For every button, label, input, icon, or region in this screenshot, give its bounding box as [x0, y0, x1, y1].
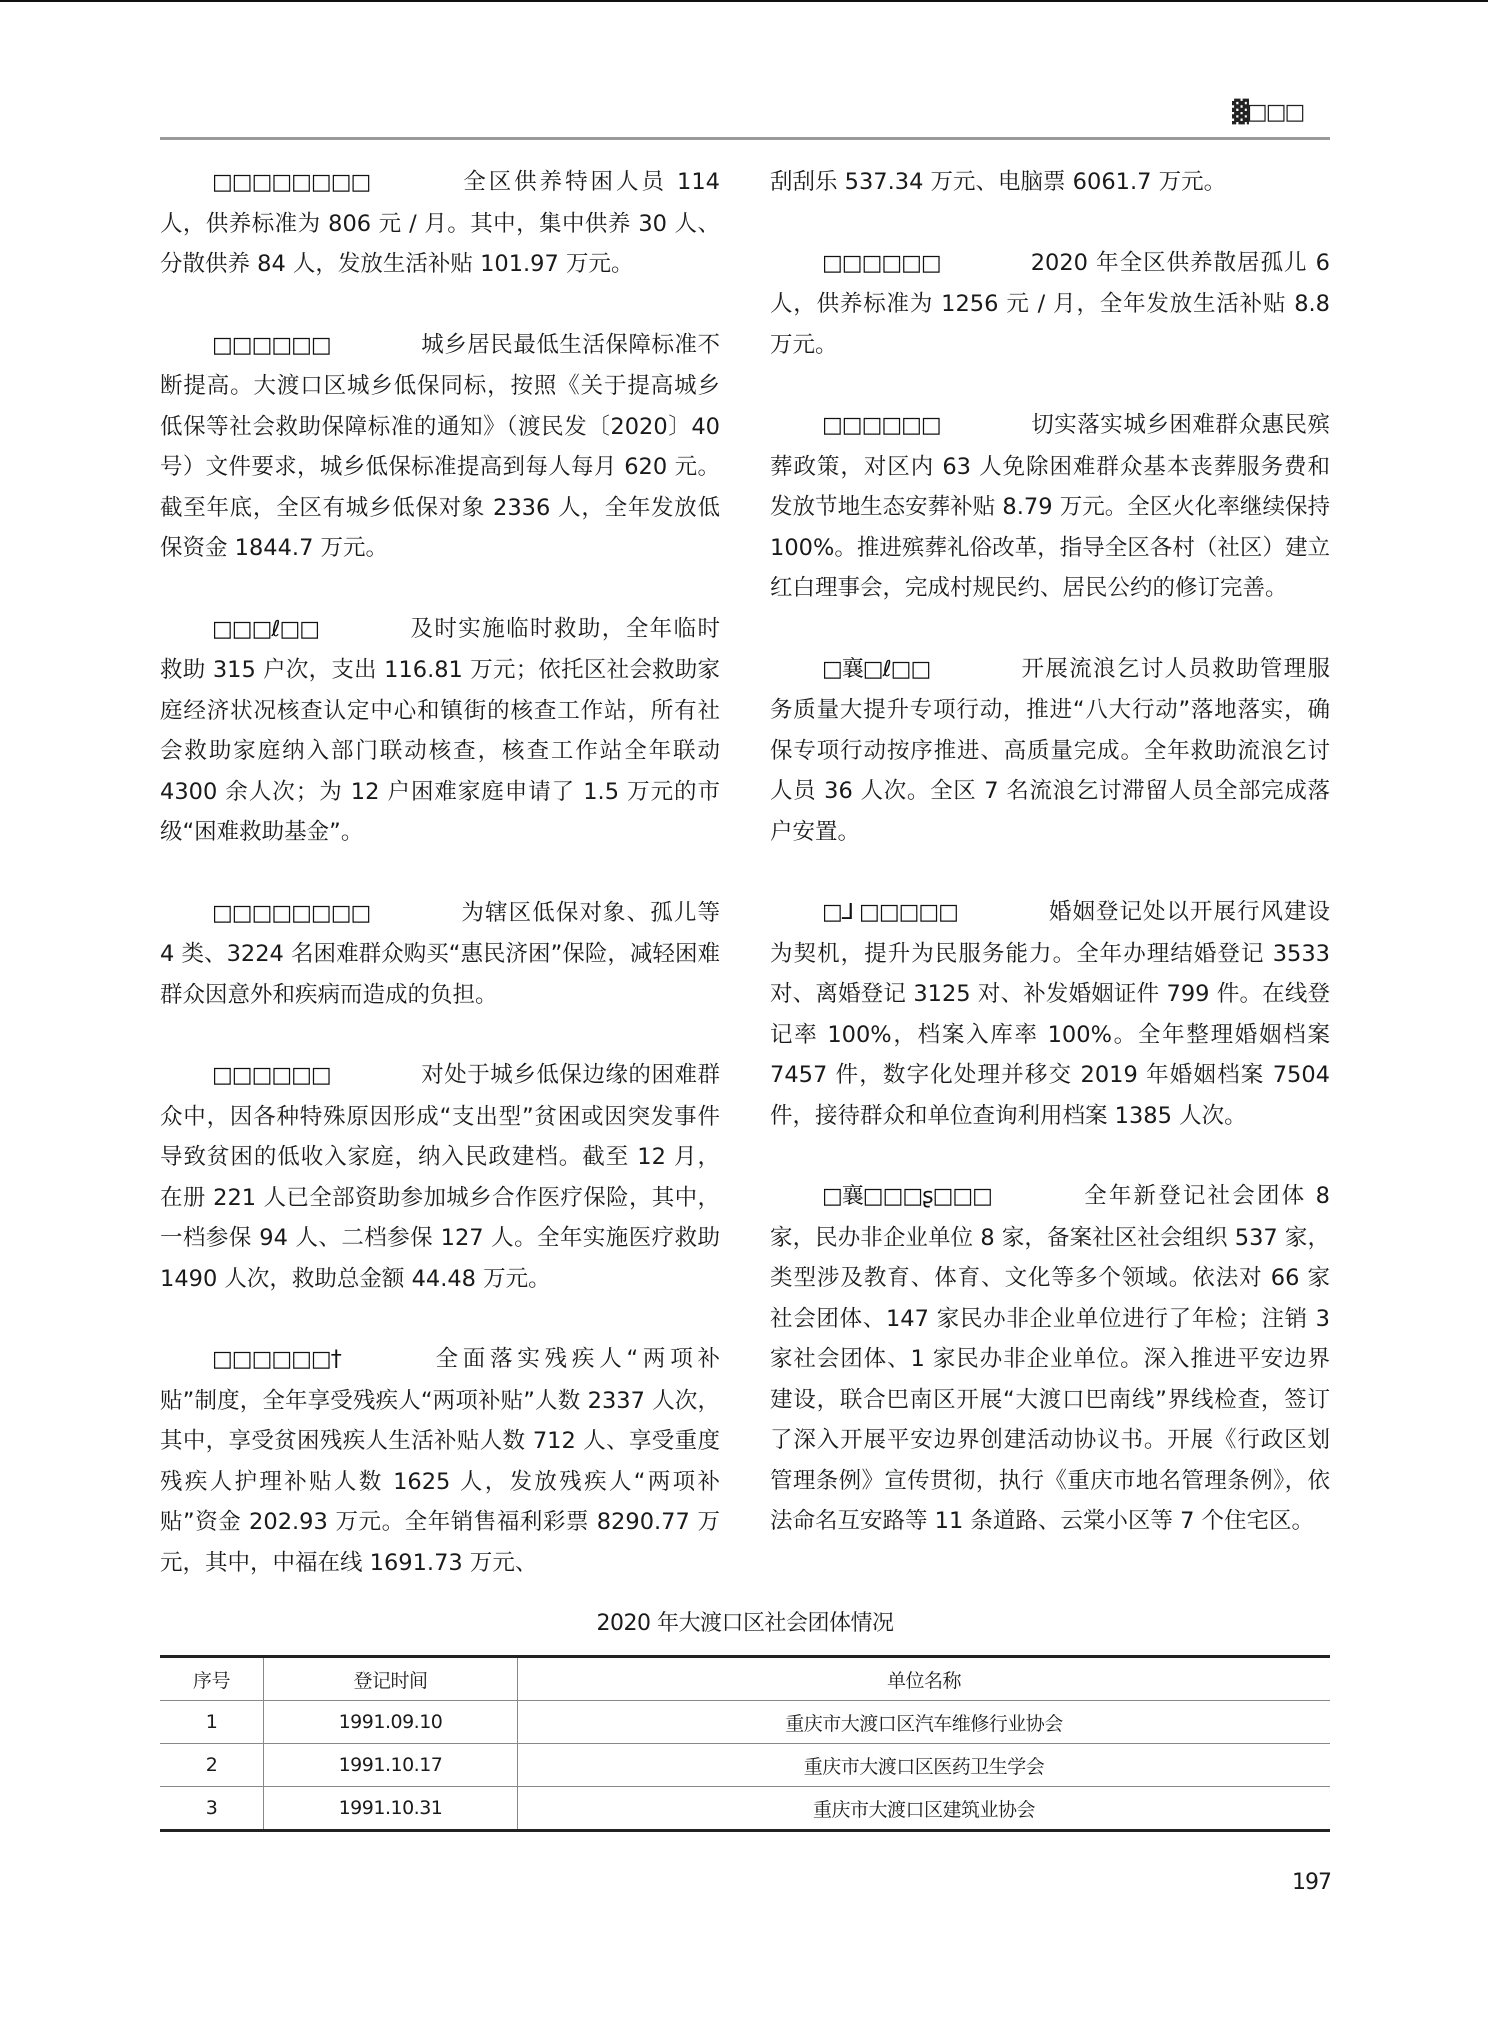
- cell-index: 3: [160, 1787, 264, 1831]
- paragraph-text: 为辖区低保对象、孤儿等 4 类、3224 名困难群众购买“惠民济困”保险，减轻困难群众因意外和疾病而造成的负担。: [160, 899, 720, 1008]
- paragraph-text: 切实落实城乡困难群众惠民殡葬政策，对区内 63 人免除困难群众基本丧葬服务费和发放节地生态安葬补贴 8.79 万元。全区火化率继续保持 100%。推进殡葬礼俗改革，指导全区各村（社区）建立红白理事会，完成村规民约、居民公约的修订完善。: [770, 412, 1330, 601]
- cell-index: 2: [160, 1744, 264, 1787]
- cell-name: 重庆市大渡口区建筑业协会: [812, 1798, 1035, 1821]
- header-cell-index: 序号: [160, 1657, 264, 1701]
- paragraph: [770, 405, 1330, 609]
- page-top-border: [0, 0, 1488, 2]
- running-header-section-mark: ▓□□□: [1232, 100, 1304, 125]
- paragraph-heading: □□□□□□□□: [212, 900, 371, 926]
- paragraph: [160, 1339, 720, 1583]
- table-row: [160, 1744, 1330, 1787]
- table-row: [160, 1701, 1330, 1744]
- paragraph-text: 全面落实残疾人“两项补贴”制度，全年享受残疾人“两项补贴”人数 2337 人次，其中，享受贫困残疾人生活补贴人数 712 人、享受重度残疾人护理补贴人数 1625 人，发放残疾人“两项补贴”资金 202.93 万元。全年销售福利彩票 8290.77 万元，其中，中福在线 1691.73 万元、: [160, 1346, 720, 1576]
- paragraph-text: 开展流浪乞讨人员救助管理服务质量大提升专项行动，推进“八大行动”落地落实，确保专项行动按序推进、高质量完成。全年救助流浪乞讨人员 36 人次。全区 7 名流浪乞讨滞留人员全部完成落户安置。: [770, 655, 1330, 845]
- right-column: [770, 162, 1330, 1582]
- paragraph: [160, 893, 720, 1016]
- paragraph: [160, 1055, 720, 1299]
- paragraph: [160, 325, 720, 569]
- social-groups-table: [160, 1655, 1330, 1832]
- paragraph-heading: □□□□□□: [822, 413, 941, 438]
- paragraph-text: 2020 年全区供养散居孤儿 6 人，供养标准为 1256 元 / 月，全年发放生活补贴 8.8 万元。: [770, 249, 1330, 358]
- paragraph-heading: □□□□□□□□: [212, 170, 371, 195]
- table-header-row: [160, 1657, 1330, 1701]
- paragraph-heading: □□□ℓ□□: [212, 616, 320, 642]
- cell-date: 1991.09.10: [264, 1701, 518, 1744]
- header-rule: [160, 137, 1330, 140]
- paragraph-text: 刮刮乐 537.34 万元、电脑票 6061.7 万元。: [770, 169, 1227, 195]
- cell-index: 1: [160, 1701, 264, 1744]
- paragraph-heading: □□□□□□: [212, 1063, 331, 1088]
- paragraph: [770, 243, 1330, 366]
- paragraph-heading: □襄□□□ʂ□□□: [822, 1184, 992, 1209]
- cell-name: 重庆市大渡口区汽车维修行业协会: [785, 1712, 1063, 1735]
- paragraph: [160, 609, 720, 853]
- table-row: [160, 1787, 1330, 1831]
- paragraph-heading: □⅃ □□□□□: [822, 900, 958, 925]
- paragraph-heading: □襄□ℓ□□: [822, 656, 931, 682]
- table-title: 2020 年大渡口区社会团体情况: [596, 1611, 894, 1636]
- paragraph: [770, 649, 1330, 853]
- header-cell-date: 登记时间: [264, 1657, 518, 1701]
- paragraph-heading: □□□□□□: [822, 250, 941, 276]
- page-number: 197: [1292, 1870, 1331, 1895]
- header-cell-name: 单位名称: [886, 1669, 961, 1692]
- left-column: [160, 162, 720, 1623]
- cell-date: 1991.10.17: [264, 1744, 518, 1787]
- paragraph: [770, 892, 1330, 1136]
- paragraph-text: 及时实施临时救助，全年临时救助 315 户次，支出 116.81 万元；依托区社会救助家庭经济状况核查认定中心和镇街的核查工作站，所有社会救助家庭纳入部门联动核查，核查工作站全年联动 4300 余人次；为 12 户困难家庭申请了 1.5 万元的市级“困难救助基金”。: [160, 615, 720, 845]
- paragraph: [770, 1176, 1330, 1542]
- paragraph-heading: □□□□□□: [212, 332, 331, 358]
- paragraph-text: 婚姻登记处以开展行风建设为契机，提升为民服务能力。全年办理结婚登记 3533 对、离婚登记 3125 对、补发婚姻证件 799 件。在线登记率 100%，档案入库率 100%。全年整理婚姻档案 7457 件，数字化处理并移交 2019 年婚姻档案 7504 件，接待群众和单位查询利用档案 1385 人次。: [770, 899, 1330, 1129]
- paragraph-text: 对处于城乡低保边缘的困难群众中，因各种特殊原因形成“支出型”贫困或因突发事件导致贫困的低收入家庭，纳入民政建档。截至 12 月，在册 221 人已全部资助参加城乡合作医疗保险，其中，一档参保 94 人、二档参保 127 人。全年实施医疗救助 1490 人次，救助总金额 44.48 万元。: [160, 1062, 720, 1292]
- paragraph-heading: □□□□□□†: [212, 1347, 341, 1372]
- paragraph: [160, 162, 720, 285]
- cell-date: 1991.10.31: [264, 1787, 518, 1831]
- paragraph-text: 全年新登记社会团体 8 家，民办非企业单位 8 家，备案社区社会组织 537 家，类型涉及教育、体育、文化等多个领域。依法对 66 家社会团体、147 家民办非企业单位进行了年检；注销 3 家社会团体、1 家民办非企业单位。深入推进平安边界建设，联合巴南区开展“大渡口巴南线”界线检查，签订了深入开展平安边界创建活动协议书。开展《行政区划管理条例》宣传贯彻，执行《重庆市地名管理条例》，依法命名互安路等 11 条道路、云棠小区等 7 个住宅区。: [770, 1183, 1330, 1534]
- paragraph-continued: [770, 162, 1330, 203]
- cell-name: 重庆市大渡口区医药卫生学会: [803, 1755, 1045, 1778]
- paragraph-text: 全区供养特困人员 114 人，供养标准为 806 元 / 月。其中，集中供养 30 人、分散供养 84 人，发放生活补贴 101.97 万元。: [160, 169, 720, 277]
- paragraph-text: 城乡居民最低生活保障标准不断提高。大渡口区城乡低保同标，按照《关于提高城乡低保等社会救助保障标准的通知》（渡民发〔2020〕40 号）文件要求，城乡低保标准提高到每人每月 620 元。截至年底，全区有城乡低保对象 2336 人，全年发放低保资金 1844.7 万元。: [160, 331, 720, 561]
